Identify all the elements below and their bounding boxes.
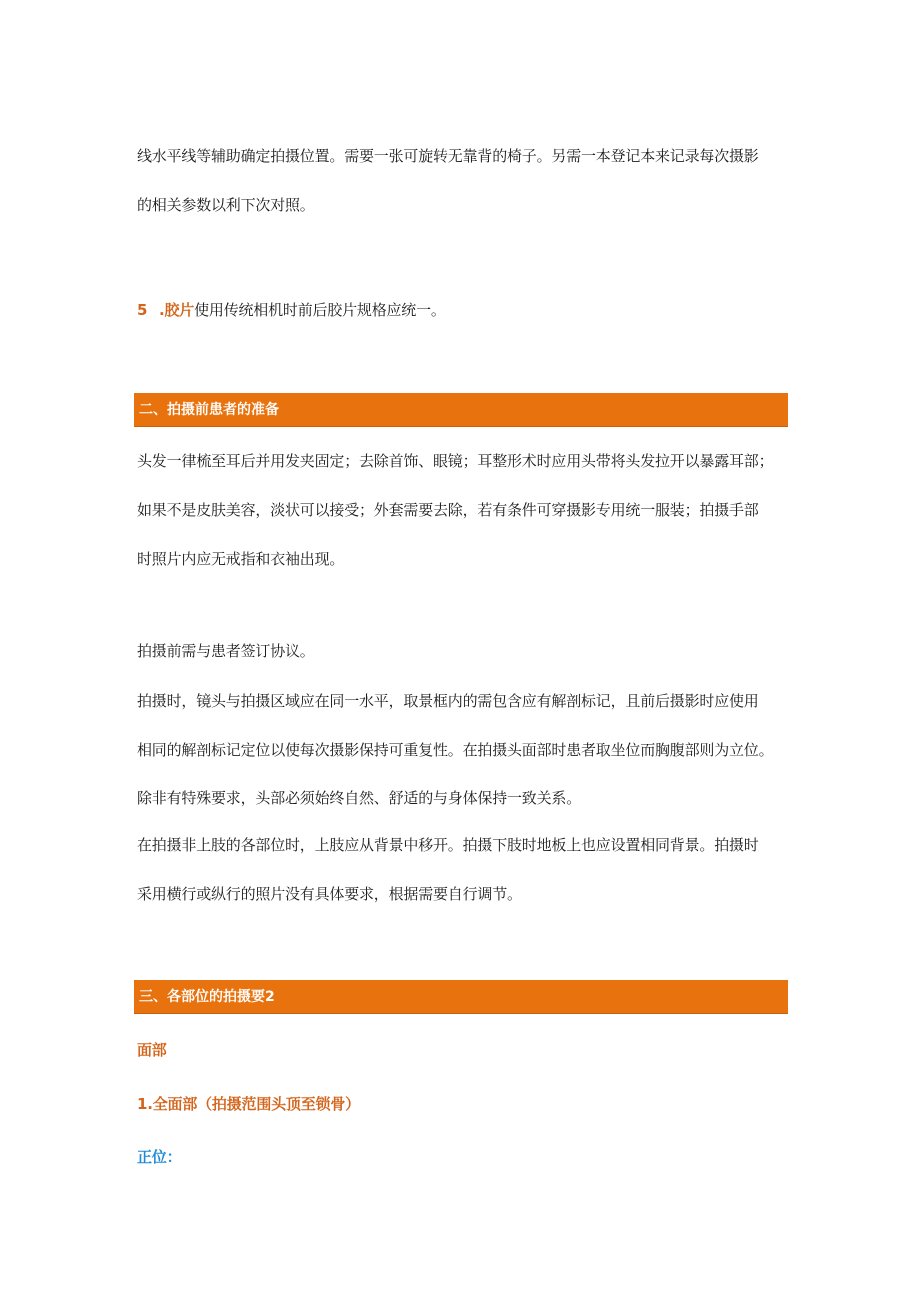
section-3-title: 三、各部位的拍摄要2 [139,989,275,1005]
paragraph-line: 头发一律梳至耳后并用发夹固定；去除首饰、眼镜；耳整形术时应用头带将头发拉开以暴露耳部； [137,452,774,470]
paragraph-line: 如果不是皮肤美容，淡状可以接受；外套需要去除，若有条件可穿摄影专用统一服装；拍摄手部 [137,501,759,519]
subheading-face: 面部 [137,1041,167,1059]
paragraph-line: 采用横行或纵行的照片没有具体要求，根据需要自行调节。 [137,885,522,903]
paragraph-line: 在拍摄非上肢的各部位时，上肢应从背景中移开。拍摄下肢时地板上也应设置相同背景。拍摄时 [137,836,759,854]
item-5-text: 使用传统相机时前后胶片规格应统一。 [194,301,446,319]
paragraph-line: 的相关参数以利下次对照。 [137,196,315,214]
section-2-title: 二、拍摄前患者的准备 [139,402,279,418]
section-2-banner [134,393,788,427]
item-5-number: 5 [137,301,148,319]
paragraph-line: 拍摄时，镜头与拍摄区域应在同一水平，取景框内的需包含应有解剖标记，且前后摄影时应使用 [137,692,759,710]
paragraph-line: 时照片内应无戒指和衣袖出现。 [137,550,345,568]
item-5 [137,300,797,320]
item-5-label: .胶片 [159,301,195,319]
paragraph-line: 线水平线等辅助确定拍摄位置。需要一张可旋转无靠背的椅子。另需一本登记本来记录每次摄影 [137,147,759,165]
paragraph-line: 除非有特殊要求，头部必须始终自然、舒适的与身体保持一致关系。 [137,789,582,807]
position-front: 正位： [137,1148,182,1166]
section-3-banner [134,980,788,1014]
agreement-line: 拍摄前需与患者签订协议。 [137,642,315,660]
item-1-full-face: 1.全面部（拍摄范围头顶至锁骨） [137,1095,360,1113]
paragraph-line: 相同的解剖标记定位以使每次摄影保持可重复性。在拍摄头面部时患者取坐位而胸腹部则为立位。 [137,741,774,759]
